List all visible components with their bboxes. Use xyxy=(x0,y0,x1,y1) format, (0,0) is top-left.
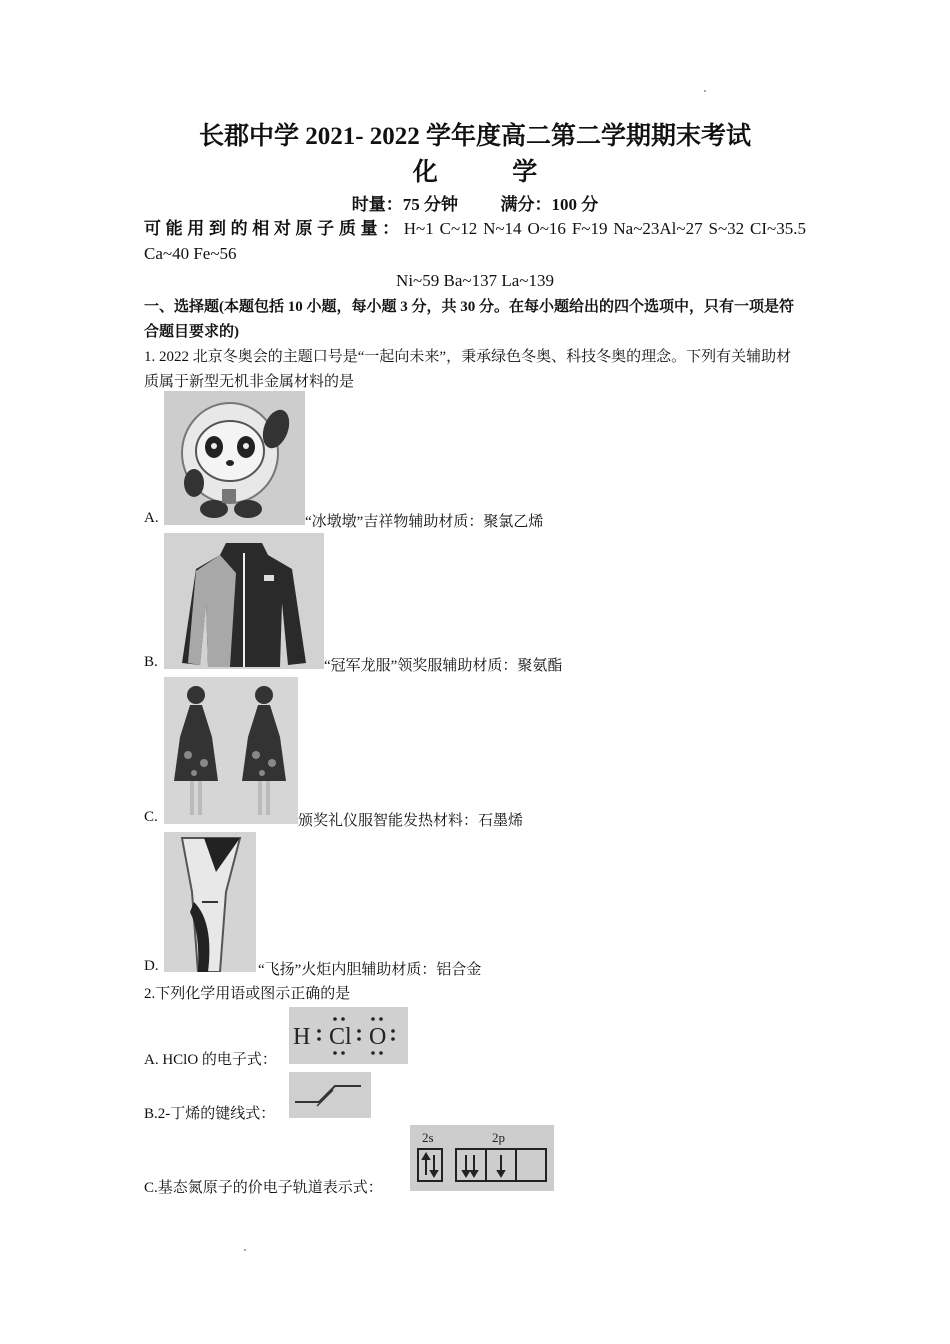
scan-speck xyxy=(704,90,706,92)
q1-option-d xyxy=(144,958,159,975)
q1-option-a-text: “冰墩墩”吉祥物辅助材质：聚氯乙烯 xyxy=(305,514,544,530)
subject-title xyxy=(0,152,950,188)
q2-option-c-text: C.基态氮原子的价电子轨道表示式： xyxy=(144,1180,383,1196)
electron-formula-h: H xyxy=(293,1024,311,1050)
mascot-image xyxy=(164,391,305,525)
q1-option-d-text: “飞扬”火炬内胆辅助材质：铝合金 xyxy=(258,962,482,978)
subject-char-2: 学 xyxy=(512,159,538,186)
section-heading: 一、选择题(本题包括 10 小题，每小题 3 分，共 30 分。在每小题给出的四个选项中，只有一项是符合题目要求的) xyxy=(144,299,794,340)
q2-option-a-text: A. HClO 的电子式： xyxy=(144,1052,277,1068)
score-label: 满分：100 分 xyxy=(500,195,599,214)
q1-option-b xyxy=(144,654,158,671)
subject-char-1: 化 xyxy=(412,159,438,186)
question-1-stem: 1. 2022 北京冬奥会的主题口号是“一起向未来”，秉承绿色冬奥、科技冬奥的理念。下列有关辅助材质属于新型无机非金属材料的是 xyxy=(144,349,792,390)
exam-title: 长郡中学 2021- 2022 学年度高二第二学期期末考试 xyxy=(198,123,752,150)
atomic-masses xyxy=(144,216,806,266)
orbital-2s-label: 2s xyxy=(422,1130,434,1145)
q1-option-b-text: “冠军龙服”领奖服辅助材质：聚氨酯 xyxy=(324,658,563,674)
q1-option-c xyxy=(144,809,158,826)
q1-option-d-letter: D. xyxy=(144,958,159,974)
torch-image xyxy=(164,832,256,972)
orbital-2p-label: 2p xyxy=(492,1130,505,1145)
time-label: 时量：75 分钟 xyxy=(351,195,458,214)
q1-option-c-text: 颁奖礼仪服智能发热材料：石墨烯 xyxy=(298,813,524,829)
electron-formula-o: O xyxy=(369,1024,387,1050)
orbital-diagram-image xyxy=(410,1125,554,1191)
question-2-stem: 2.下列化学用语或图示正确的是 xyxy=(144,986,351,1002)
atomic-masses-label: 可能用到的相对原子质量： xyxy=(144,219,404,238)
atomic-masses-line2: Ni~59 Ba~137 La~139 xyxy=(396,271,554,290)
q1-option-b-letter: B. xyxy=(144,654,158,670)
scan-speck xyxy=(244,1249,246,1251)
q1-option-a-letter: A. xyxy=(144,510,159,526)
jacket-image xyxy=(164,533,324,669)
time-score-line xyxy=(0,190,950,215)
electron-formula-cl: Cl xyxy=(329,1024,352,1050)
q1-option-a xyxy=(144,510,159,527)
skeletal-formula-image xyxy=(289,1072,371,1118)
ceremony-dress-image xyxy=(164,677,298,824)
atomic-masses-line1: H~1 C~12 N~14 O~16 F~19 Na~23Al~27 S~32 CI~35.5 Ca~40 Fe~56 xyxy=(144,219,806,263)
electron-formula-image xyxy=(289,1007,408,1064)
q2-option-b-text: B.2-丁烯的键线式： xyxy=(144,1106,276,1122)
q1-option-c-letter: C. xyxy=(144,809,158,825)
